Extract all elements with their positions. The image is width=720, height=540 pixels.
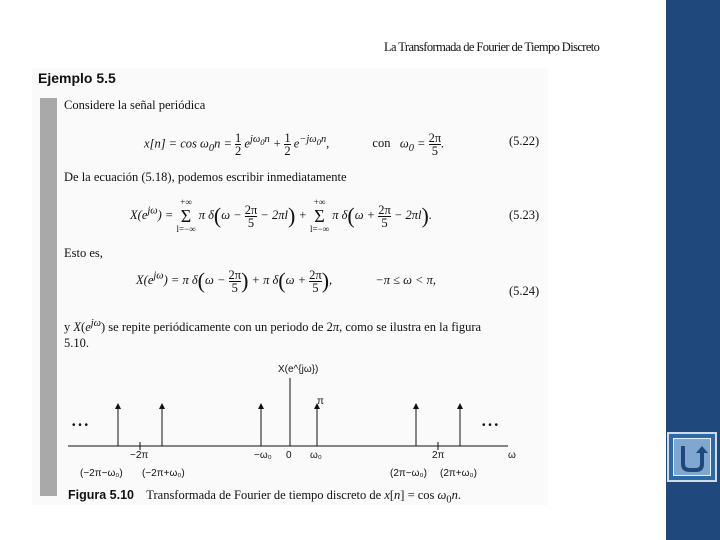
return-arrow-icon xyxy=(669,434,715,480)
equation-number: (5.22) xyxy=(509,134,540,148)
tick-label: −ω₀ xyxy=(254,450,272,461)
tick-label: −2π xyxy=(130,450,149,461)
slide-title: La Transformada de Fourier de Tiempo Discreto xyxy=(384,40,600,54)
text-esto-es: Esto es, xyxy=(64,246,103,260)
tick-label: 2π xyxy=(432,450,445,461)
figure-caption xyxy=(68,488,461,506)
intro-text: Considere la señal periódica xyxy=(64,98,206,112)
impulse-label: (2π+ω₀) xyxy=(440,468,477,479)
equation-5-23: $X(e^{j\omega})$ = +∞ Σ l=−∞ π δ(ω − 2π 5 − 2πl) + +∞ Σ l=−∞ π δ(ω + 2π 5 − 2πl). xyxy=(130,197,432,234)
tick-label: ω₀ xyxy=(310,450,322,461)
impulse-plot xyxy=(68,358,538,488)
tick-label: 0 xyxy=(286,450,292,461)
impulse-label: (2π−ω₀) xyxy=(390,468,427,479)
text-fig-ref: 5.10. xyxy=(64,336,89,350)
equation-number: (5.23) xyxy=(509,208,540,222)
equation-5-22: $x[n] = \cos \omega_0n = 1$ 2 $e^{j\omega_0n} + 1$ 2 $e^{-j\omega_0n}$, con $\omega_0 = 2\pi$ 5 . xyxy=(144,131,445,158)
ellipsis-right: • • • xyxy=(482,420,499,431)
figure-caption-text: Transformada de Fourier de tiempo discreto de $x[n] = \cos \omega_0n$. xyxy=(146,488,461,506)
x-axis-label: ω xyxy=(508,450,516,461)
return-button[interactable] xyxy=(667,432,717,482)
figure-caption-label: Figura 5.10 xyxy=(68,488,134,502)
example-heading: Ejemplo 5.5 xyxy=(38,70,116,86)
equation-5-24: $X(e^{j\omega}) = \pi$ δ(ω − 2π 5 ) + π δ(ω + 2π 5 ), −π ≤ ω < π, xyxy=(136,267,436,295)
text-ecuacion-ref: De la ecuación (5.18), podemos escribir inmediatamente xyxy=(64,170,347,184)
equation-number: (5.24) xyxy=(509,284,540,298)
impulse-label: (−2π−ω₀) xyxy=(80,468,123,479)
text-periodic: y $X(e^{j\omega})$ se repite periódicamente con un periodo de 2π, como se ilustra en la figura xyxy=(64,318,482,335)
example-margin-bar xyxy=(40,98,57,496)
textbook-scan xyxy=(32,68,548,505)
impulse-height-label: π xyxy=(317,396,324,407)
ellipsis-left: • • • xyxy=(72,420,89,431)
y-axis-label: X(e^{jω}) xyxy=(278,364,319,375)
impulse-label: (−2π+ω₀) xyxy=(142,468,185,479)
